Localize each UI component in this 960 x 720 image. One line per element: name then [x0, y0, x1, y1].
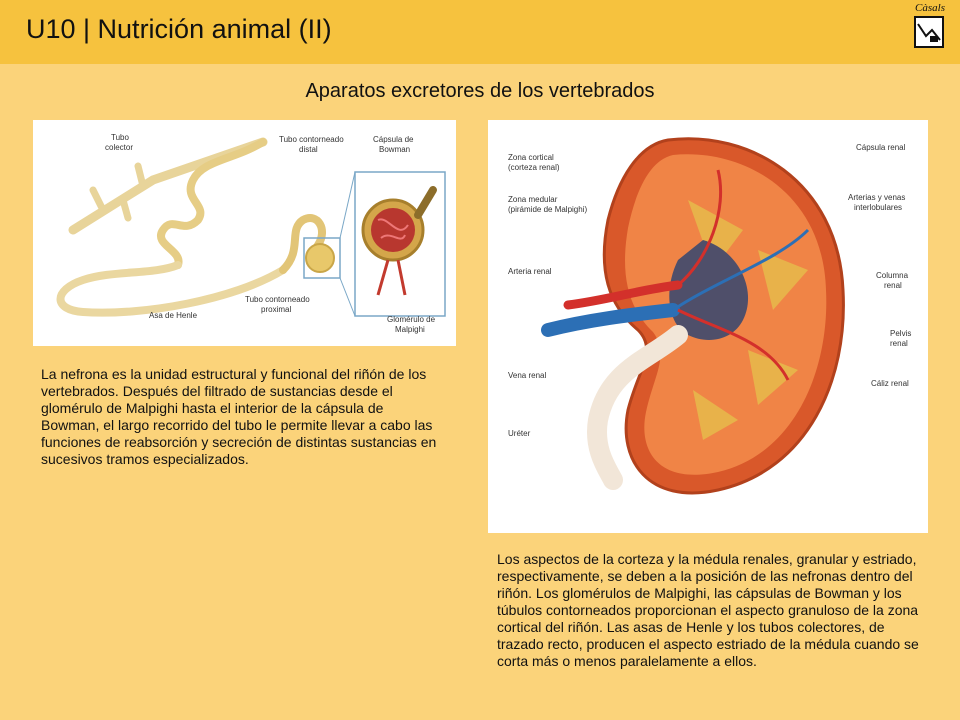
- publisher-logo: [910, 2, 950, 54]
- label-zona-medular-2: (pirámide de Malpighi): [508, 205, 588, 214]
- label-tubo-proximal-2: proximal: [261, 305, 292, 314]
- label-glomerulo-2: Malpighi: [395, 325, 425, 334]
- label-arterias-venas-2: interlobulares: [854, 203, 903, 212]
- label-vena-renal: Vena renal: [508, 371, 547, 380]
- section-subtitle: Aparatos excretores de los vertebrados: [305, 80, 655, 102]
- logo-icon: [914, 16, 944, 48]
- label-pelvis-renal-2: renal: [890, 339, 908, 348]
- label-tubo-colector-2: colector: [105, 143, 134, 152]
- label-arteria-renal: Arteria renal: [508, 267, 552, 276]
- label-zona-cortical-1: Zona cortical: [508, 153, 554, 162]
- label-zona-cortical-2: (corteza renal): [508, 163, 560, 172]
- label-capsula-1: Cápsula de: [373, 135, 414, 144]
- label-columna-renal-2: renal: [884, 281, 902, 290]
- label-zona-medular-1: Zona medular: [508, 195, 558, 204]
- kidney-illustration: [488, 120, 928, 533]
- nephron-description: La nefrona es la unidad estructural y funcional del riñón de los vertebrados. Después del filtrado de sustancias desde el glomérulo de Malpighi hasta el interior de la cápsula de Bowman, el largo recorrido del tubo le permite llevar a cabo las funciones de reabsorción y secreción de distintas sustancias en sucesivos tramos especializados.: [41, 366, 437, 467]
- label-ureter: Uréter: [508, 429, 531, 438]
- label-tubo-colector-1: Tubo: [111, 133, 129, 142]
- page-title: U10 | Nutrición animal (II): [26, 14, 332, 44]
- label-capsula-2: Bowman: [379, 145, 411, 154]
- label-pelvis-renal-1: Pelvis: [890, 329, 912, 338]
- label-glomerulo-1: Glomérulo de: [387, 315, 436, 324]
- label-tubo-distal-1: Tubo contorneado: [279, 135, 344, 144]
- nephron-illustration: [33, 120, 456, 346]
- label-tubo-proximal-1: Tubo contorneado: [245, 295, 310, 304]
- label-tubo-distal-2: distal: [299, 145, 318, 154]
- header-bar: [0, 0, 960, 64]
- label-caliz-renal: Cáliz renal: [871, 379, 909, 388]
- kidney-description: Los aspectos de la corteza y la médula renales, granular y estriado, respectivamente, se deben a la posición de las nefronas dentro del riñón. Los glomérulos de Malpighi, las cápsulas de Bowman y los túbulos contorneados proporcionan el aspecto granuloso de la zona cortical del riñón. Las asas de Henle y los tubos colectores, de trazado recto, producen el aspecto estriado de la médula cuando se corta más o menos paralelamente a ellos.: [497, 551, 919, 669]
- label-capsula-renal: Cápsula renal: [856, 143, 906, 152]
- label-arterias-venas-1: Arterias y venas: [848, 193, 906, 202]
- label-columna-renal-1: Columna: [876, 271, 909, 280]
- logo-text: Càsals: [915, 2, 945, 14]
- label-asa-henle: Asa de Henle: [149, 311, 198, 320]
